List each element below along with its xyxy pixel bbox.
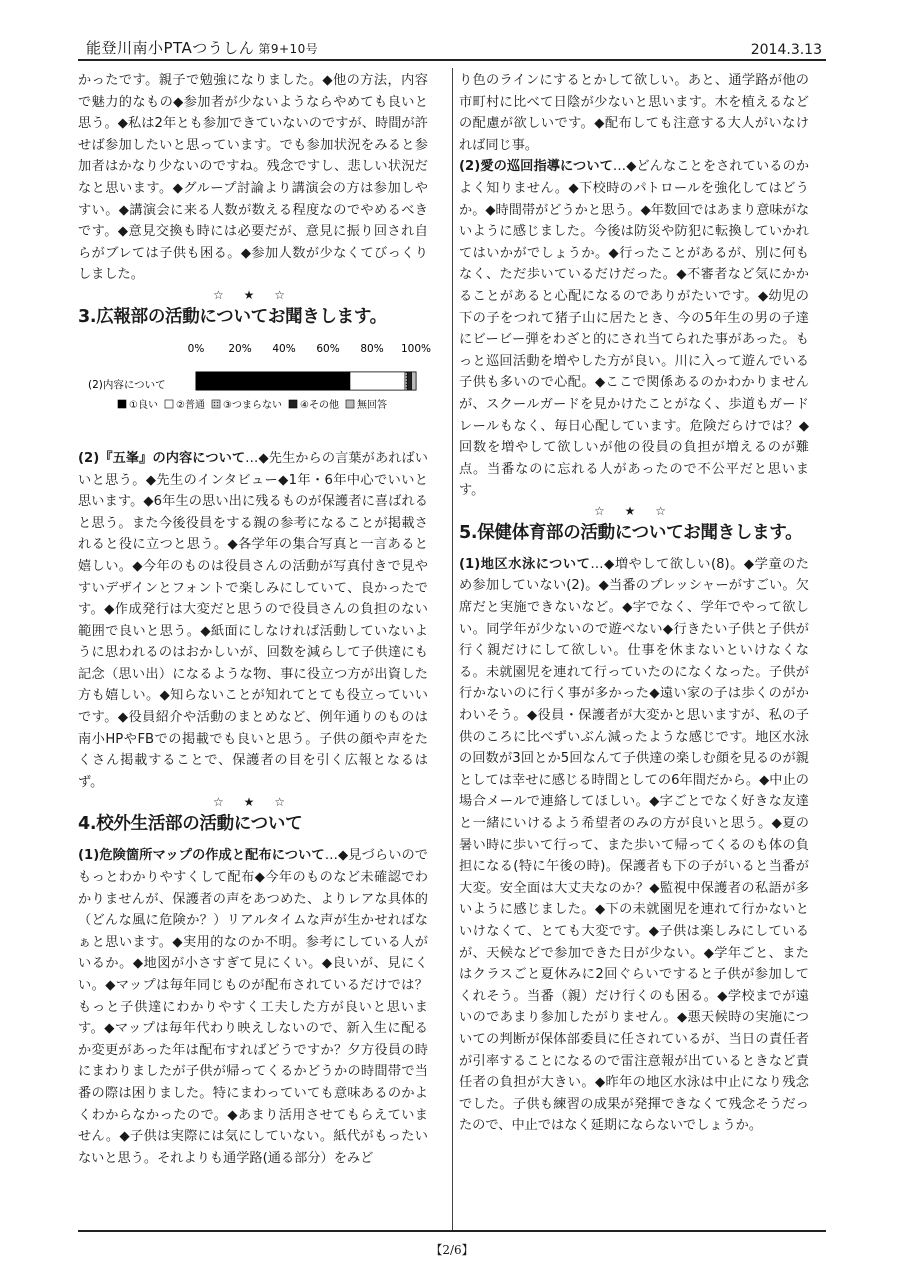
body-map: …◆見づらいのでもっとわかりやすくして配布◆今年のものなど未確認でわかりませんが、保護者の声をあつめた、よりレアな具体的（どんな風に危険か？）リアルタイムな声が生かせればなぁと思います。◆実用的なのか不明。参考にしている人がいるか。◆地図が小さすぎて見にくい。◆良いが、見にくい。◆マップは毎年同じものが配布されているだけでは？もっと子供達にわかりやすく工夫した方が良いと思います。◆マップは毎年代わり映えしないので、新入生に配るか変更があった年は配布すればどうですか？夕方役員の時にまわりましたが子供が帰ってくるかどうかの時間帯で当番の際は困りました。特にまわっていても意味あるのかよくわからなかったので。◆あまり活用させてもらえていません。◆子供は実際には気にしていない。紙代がもったいないと思う。それよりも通学路(通る部分）をみど: [78, 848, 428, 1166]
legend-label: 無回答: [357, 399, 387, 411]
category-label: (2)内容について: [88, 378, 166, 391]
legend-swatch: [346, 400, 354, 408]
lead-gohou: (2)『五峯』の内容について: [78, 450, 246, 466]
legend-swatch: [212, 400, 220, 408]
x-tick-label: 0%: [187, 342, 205, 355]
star-separator: ☆ ★ ☆: [213, 795, 293, 810]
legend-label: ④その他: [300, 399, 339, 411]
x-tick-label: 60%: [316, 342, 340, 355]
star-separator: ☆ ★ ☆: [213, 287, 293, 302]
x-tick-label: 40%: [272, 342, 296, 355]
chart-legend: [118, 398, 387, 411]
bar-segment: [407, 372, 411, 390]
issue-date: 2014.3.13: [750, 42, 822, 58]
column-divider: [452, 68, 453, 1231]
issue-number: 第9+10号: [258, 42, 319, 56]
star-separator: ☆ ★ ☆: [594, 503, 674, 518]
paragraph-gohou: [78, 448, 428, 794]
survey-chart-svg: [78, 338, 432, 434]
paragraph-map: [78, 845, 428, 1169]
x-tick-label: 20%: [228, 342, 252, 355]
body-gohou: …◆先生からの言葉があればいいと思う。◆先生のインタビュー◆1年・6年中心でいいと思います。◆6年生の思い出に残るものが保護者に喜ばれると思う。また今後役員をする親の参考になることが掲載されると役に立つと思う。◆各学年の集合写真と一言あると嬉しい。◆今年のものは役員さんの活動が写真付きで見やすいデザインとフォントで楽しみにしていて、良かったです。◆作成発行は大変だと思うので役員さんの負担のない範囲で良いと思う。◆紙面にしなければ活動していないように思われるのはおかしいが、回数を減らして子供達にも記念（思い出）になるような物、事に役立つ方が出資した方も嬉しい。◆知らないことが知れてとても役立っていいです。◆役員紹介や活動のまとめなど、例年通りのものは南小HPやFBでの掲載でも良いと思う。子供の顔や声をたくさん掲載することで、保護者の目を引く広報となるはず。: [78, 450, 428, 790]
paragraph-patrol: [459, 156, 809, 502]
footer-rule: [78, 1230, 826, 1232]
newsletter-name: 能登川南小PTAつうしん: [86, 39, 255, 57]
legend-label: ②普通: [176, 399, 205, 411]
body-patrol: …◆どんなことをされているのかよく知りません。◆下校時のパトロールを強化してはどうか。◆時間帯がどうかと思う。◆年数回ではあまり意味がないように感じました。今後は防災や防犯に転換していかれてはいかがでしょうか。◆行ったことがあるが、別に何もなく、ただ歩いているだけだった。◆不審者など気にかかることがあると心配になるのでありがたいです。◆幼児の下の子をつれて猪子山に居たとき、今の5年生の男の子達にビービー弾をわざと的にされ当てられた事があった。もっと巡回活動を増やした方が良い。川に入って遊んでいる子供も多いので心配。◆ここで関係あるのかわかりませんが、スクールガードを見かけたことがなく、歩道もガードレールもなく、毎日心配しています。危険だらけでは？◆回数を増やして欲しいが他の役員の負担が増えるのが難点。当番なのに忘れる人があったので不公平だと思います。: [459, 159, 810, 499]
bar-segment: [412, 372, 416, 390]
newsletter-title: [86, 37, 318, 58]
bar-segment: [196, 372, 350, 390]
section-heading-4: 4.校外生活部の活動について: [78, 814, 303, 835]
left-column: [78, 70, 432, 1169]
page-number: 【2/6】: [430, 1243, 474, 1257]
right-column: [459, 70, 809, 1137]
legend-label: ①良い: [129, 399, 158, 411]
bar-segment: [405, 372, 407, 390]
paragraph-continued-right: り色のラインにするとかして欲しい。あと、通学路が他の市町村に比べて日陰が少ないと思います。木を植えるなどの配慮が欲しいです。◆配布しても注意する大人がいなければ同じ事。: [459, 73, 809, 153]
bar-segments: [196, 372, 416, 390]
legend-swatch: [289, 400, 297, 408]
section-heading-3: 3.広報部の活動についてお聞きします。: [78, 306, 387, 327]
x-tick-label: 80%: [360, 342, 384, 355]
header-rule: [78, 59, 826, 61]
body-swim: …◆増やして欲しい(8)。◆学童のため参加していない(2)。◆当番のプレッシャーがすごい。欠席だと実施できないなど。◆字でなく、学年でやって欲しい。同学年が少ないので遊べない◆行きたい子供と子供が行く親だけにして欲しい。仕事を休まないといけなくなる。未就園児を連れて行っていたのになくなった。子供が行かないのに行く事が多かった◆遠い家の子は歩くのがかわいそう。◆役員・保護者が大変かと思いますが、私の子供のころに比べずいぶん減ったような感じです。地区水泳の回数が3回とか5回なんて子供達の楽しむ顔を見るのが親としては幸せに感じる時間としての6年間だから。◆中止の場合メールで連絡してほしい。◆字ごとでなく好きな友達と一緒にいけるよう希望者のみの方が良いと思う。◆夏の暑い時に歩いて行って、また歩いて帰ってくるのも体の負担になる(特に午後の時)。保護者も下の子がいると当番が大変。安全面は大丈夫なのか？◆監視中保護者の私語が多いように感じました。◆下の未就園児を連れて行かないといけなくて、とても大変です。◆子供は楽しみにしているが、天候などで参加できた日が少ない。◆学年ごと、またはクラスごと夏休みに2回ぐらいですると子供が参加してくれそう。当番（親）だけ行くのも困る。◆学校までが遠いのであまり参加したがりません。◆悪天候時の実施についての判断が保体部委員に任されているが、当日の責任者が引率することになるので雷注意報が出ているときなど責任者の負担が大きい。◆昨年の地区水泳は中止になり残念でした。子供も練習の成果が発揮できなくて残念そうだったので、中止ではなく延期にならないでしょうか。: [459, 556, 809, 1134]
paragraph-swim: [459, 554, 809, 1137]
lead-swim: (1)地区水泳について: [459, 556, 591, 572]
paragraph-continued-left: かったです。親子で勉強になりました。◆他の方法，内容で魅力的なもの◆参加者が少ないようならやめても良いと思う。◆私は2年とも参加できていないのですが、時間が許せば参加したいと思っています。でも参加状況をみると参加者はかなり少ないのですね。残念ですし、悲しい状況だなと思います。◆グループ討論より講演会の方は参加しやすい。◆講演会に来る人数が数える程度なのでやめるべきです。◆意見交換も時には必要だが、意見に振り回され自らがブレては子供も困る。◆参加人数が少なくてびっくりしました。: [78, 73, 428, 283]
x-tick-labels: [188, 343, 431, 355]
legend-swatch: [118, 400, 126, 408]
x-tick-label: 100%: [400, 342, 432, 355]
legend-swatch: [165, 400, 173, 408]
bar-segment: [350, 372, 405, 390]
lead-map: (1)危険箇所マップの作成と配布について: [78, 848, 325, 864]
page-header: [78, 35, 826, 61]
section-heading-5: 5.保健体育部の活動についてお聞きします。: [459, 522, 803, 543]
legend-label: ③つまらない: [223, 399, 282, 411]
lead-patrol: (2)愛の巡回指導について: [459, 159, 613, 175]
survey-chart: [78, 338, 432, 434]
